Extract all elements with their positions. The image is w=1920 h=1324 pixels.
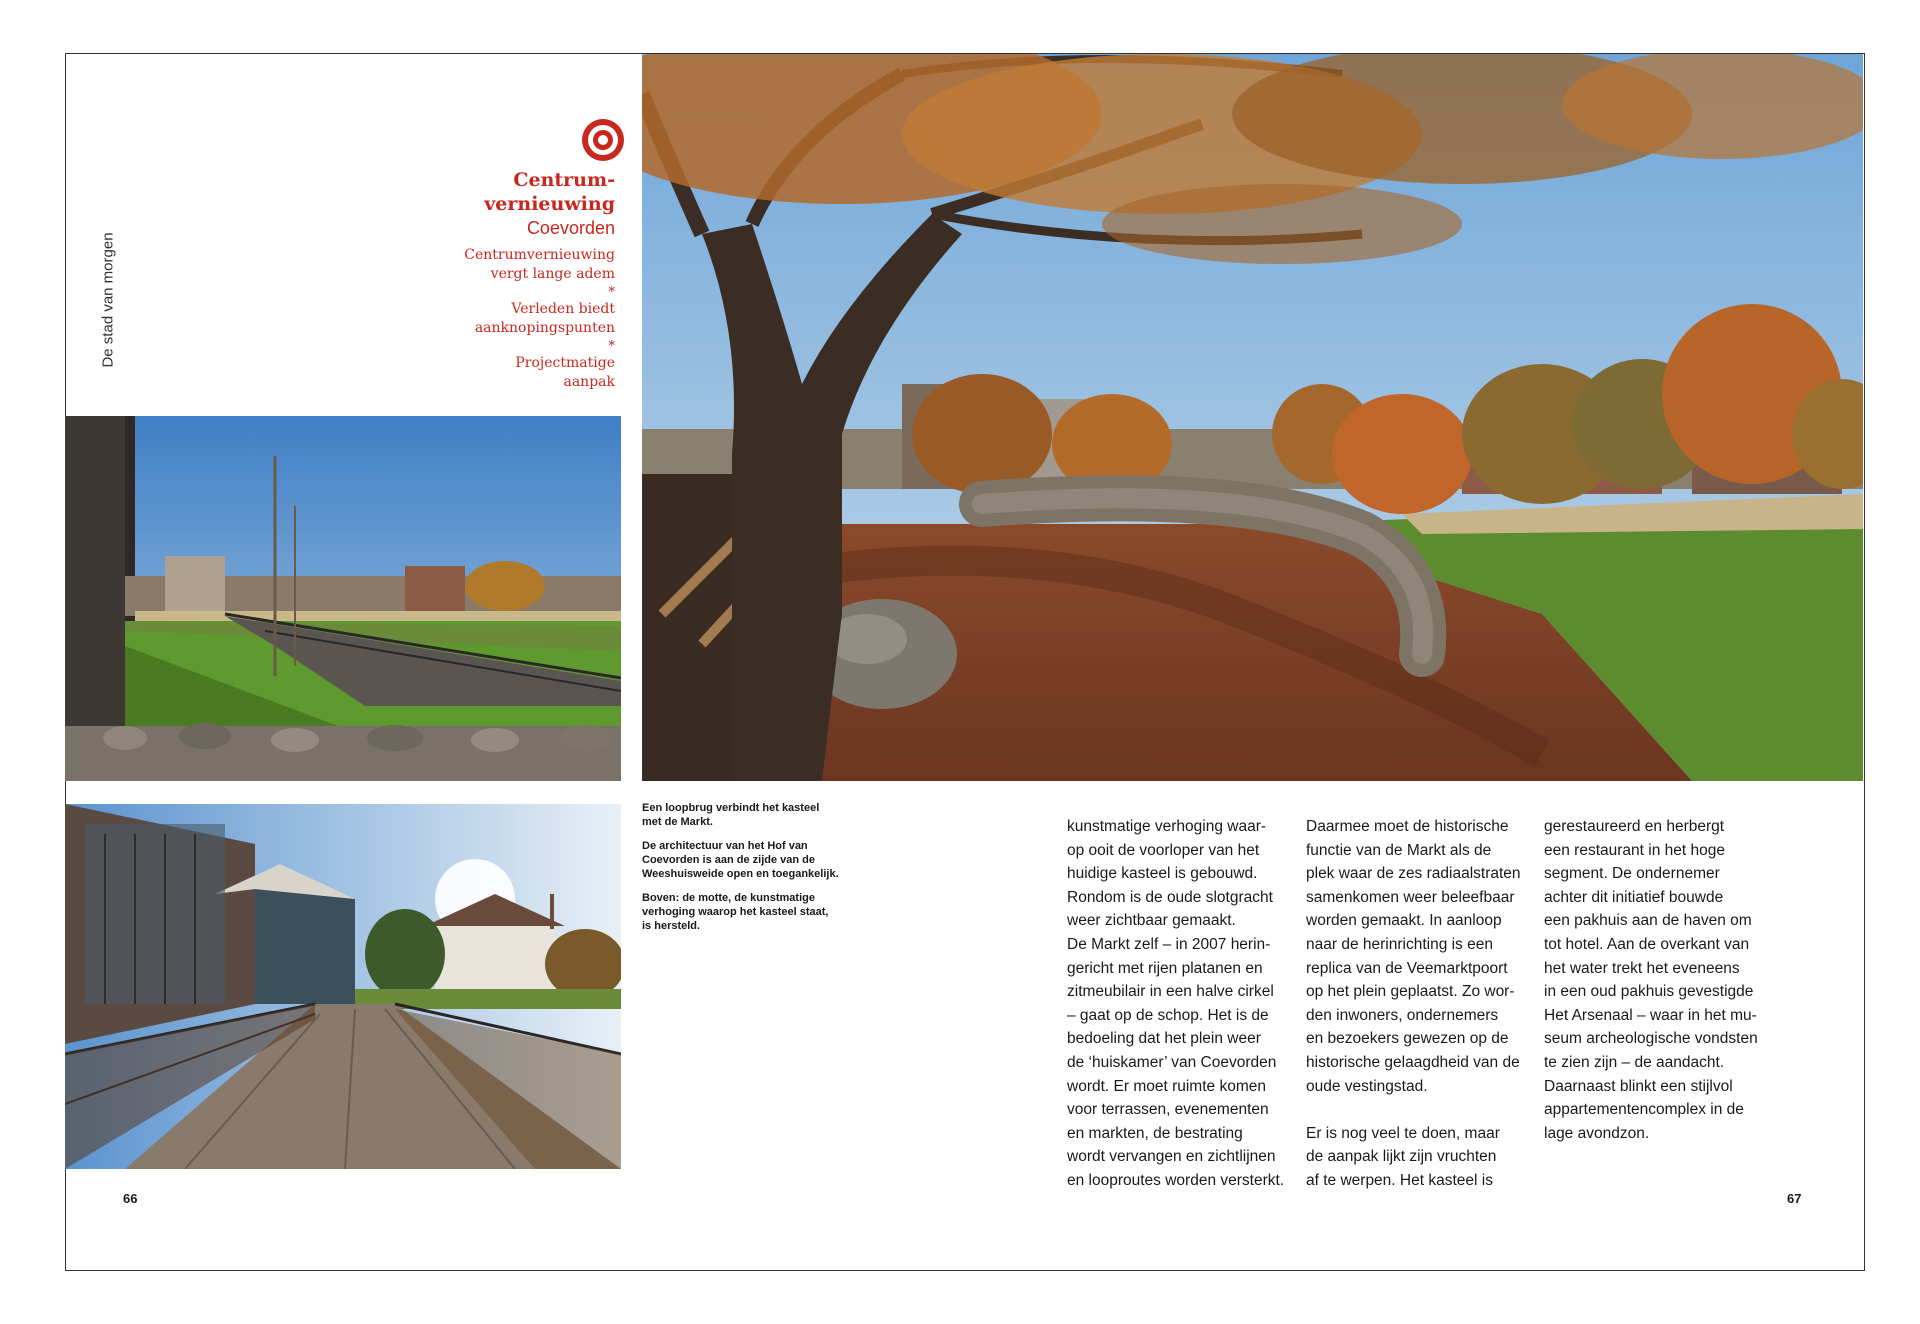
photo-hof-van-coevorden <box>65 804 621 1169</box>
article-title: Centrum- vernieuwing <box>484 169 615 215</box>
body-column-2: Daarmee moet de historische functie van de Markt als de plek waar de zes radiaalstraten samenkomen weer beleefbaar worden gemaakt. In aanloop naar de herinrichting is een replica van de Veemarktpoort op het plein geplaatst. Zo wor- den inwoners, ondernemers en bezoekers gewezen op de historische gelaagdheid van de oude vestingstad. Er is nog veel te doen, maar de aanpak lijkt zijn vruchten af te werpen. Het kasteel is <box>1306 818 1521 1189</box>
theme-item: Centrumvernieuwing vergt lange adem <box>464 247 615 282</box>
body-column-1: kunstmatige verhoging waar- op ooit de voorloper van het huidige kasteel is gebouwd. Rondom is de oude slotgracht weer zichtbaar gemaakt. De Markt zelf – in 2007 herin- gericht met rijen platanen en zitmeubilair in een halve cirkel – gaat op de schop. Het is de bedoeling dat het plein weer de ‘huiskamer’ van Coevorden wordt. Er moet ruimte komen voor terrassen, evenementen en markten, de bestrating wordt vervangen en zichtlijnen en looproutes worden versterkt. <box>1067 818 1285 1189</box>
page-number-left: 66 <box>123 1191 138 1206</box>
hero-photo-autumn-tree <box>642 54 1863 781</box>
body-column-3: gerestaureerd en herbergt een restaurant in het hoge segment. De ondernemer achter dit initiatief bouwde een pakhuis aan de haven om tot hotel. Aan de overkant van het water trekt het eveneens in een oud pakhuis gevestigde Het Arsenaal – waar in het mu- seum archeologische vondsten te zien zijn – de aandacht. Daarnaast blinkt een stijlvol appartementencomplex in de lage avondzon. <box>1544 818 1758 1142</box>
caption: Een loopbrug verbindt het kasteel met de Markt. <box>642 802 820 828</box>
caption: Boven: de motte, de kunstmatige verhoging waarop het kasteel staat, is hersteld. <box>642 892 829 932</box>
photo-footbridge <box>65 416 621 781</box>
target-icon <box>580 117 626 163</box>
page-number-right: 67 <box>1787 1191 1802 1206</box>
theme-separator: * <box>608 339 615 354</box>
article-title-block <box>484 168 615 240</box>
theme-separator: * <box>608 285 615 300</box>
caption: De architectuur van het Hof van Coevorden is aan de zijde van de Weeshuisweide open en toegankelijk. <box>642 840 839 880</box>
photo-captions <box>642 801 862 943</box>
theme-list <box>395 246 615 392</box>
theme-item: Verleden biedt aanknopingspunten <box>474 301 615 336</box>
article-subtitle: Coevorden <box>526 218 615 238</box>
theme-item: Projectmatige aanpak <box>515 355 615 390</box>
running-head: De stad van morgen <box>99 232 117 368</box>
